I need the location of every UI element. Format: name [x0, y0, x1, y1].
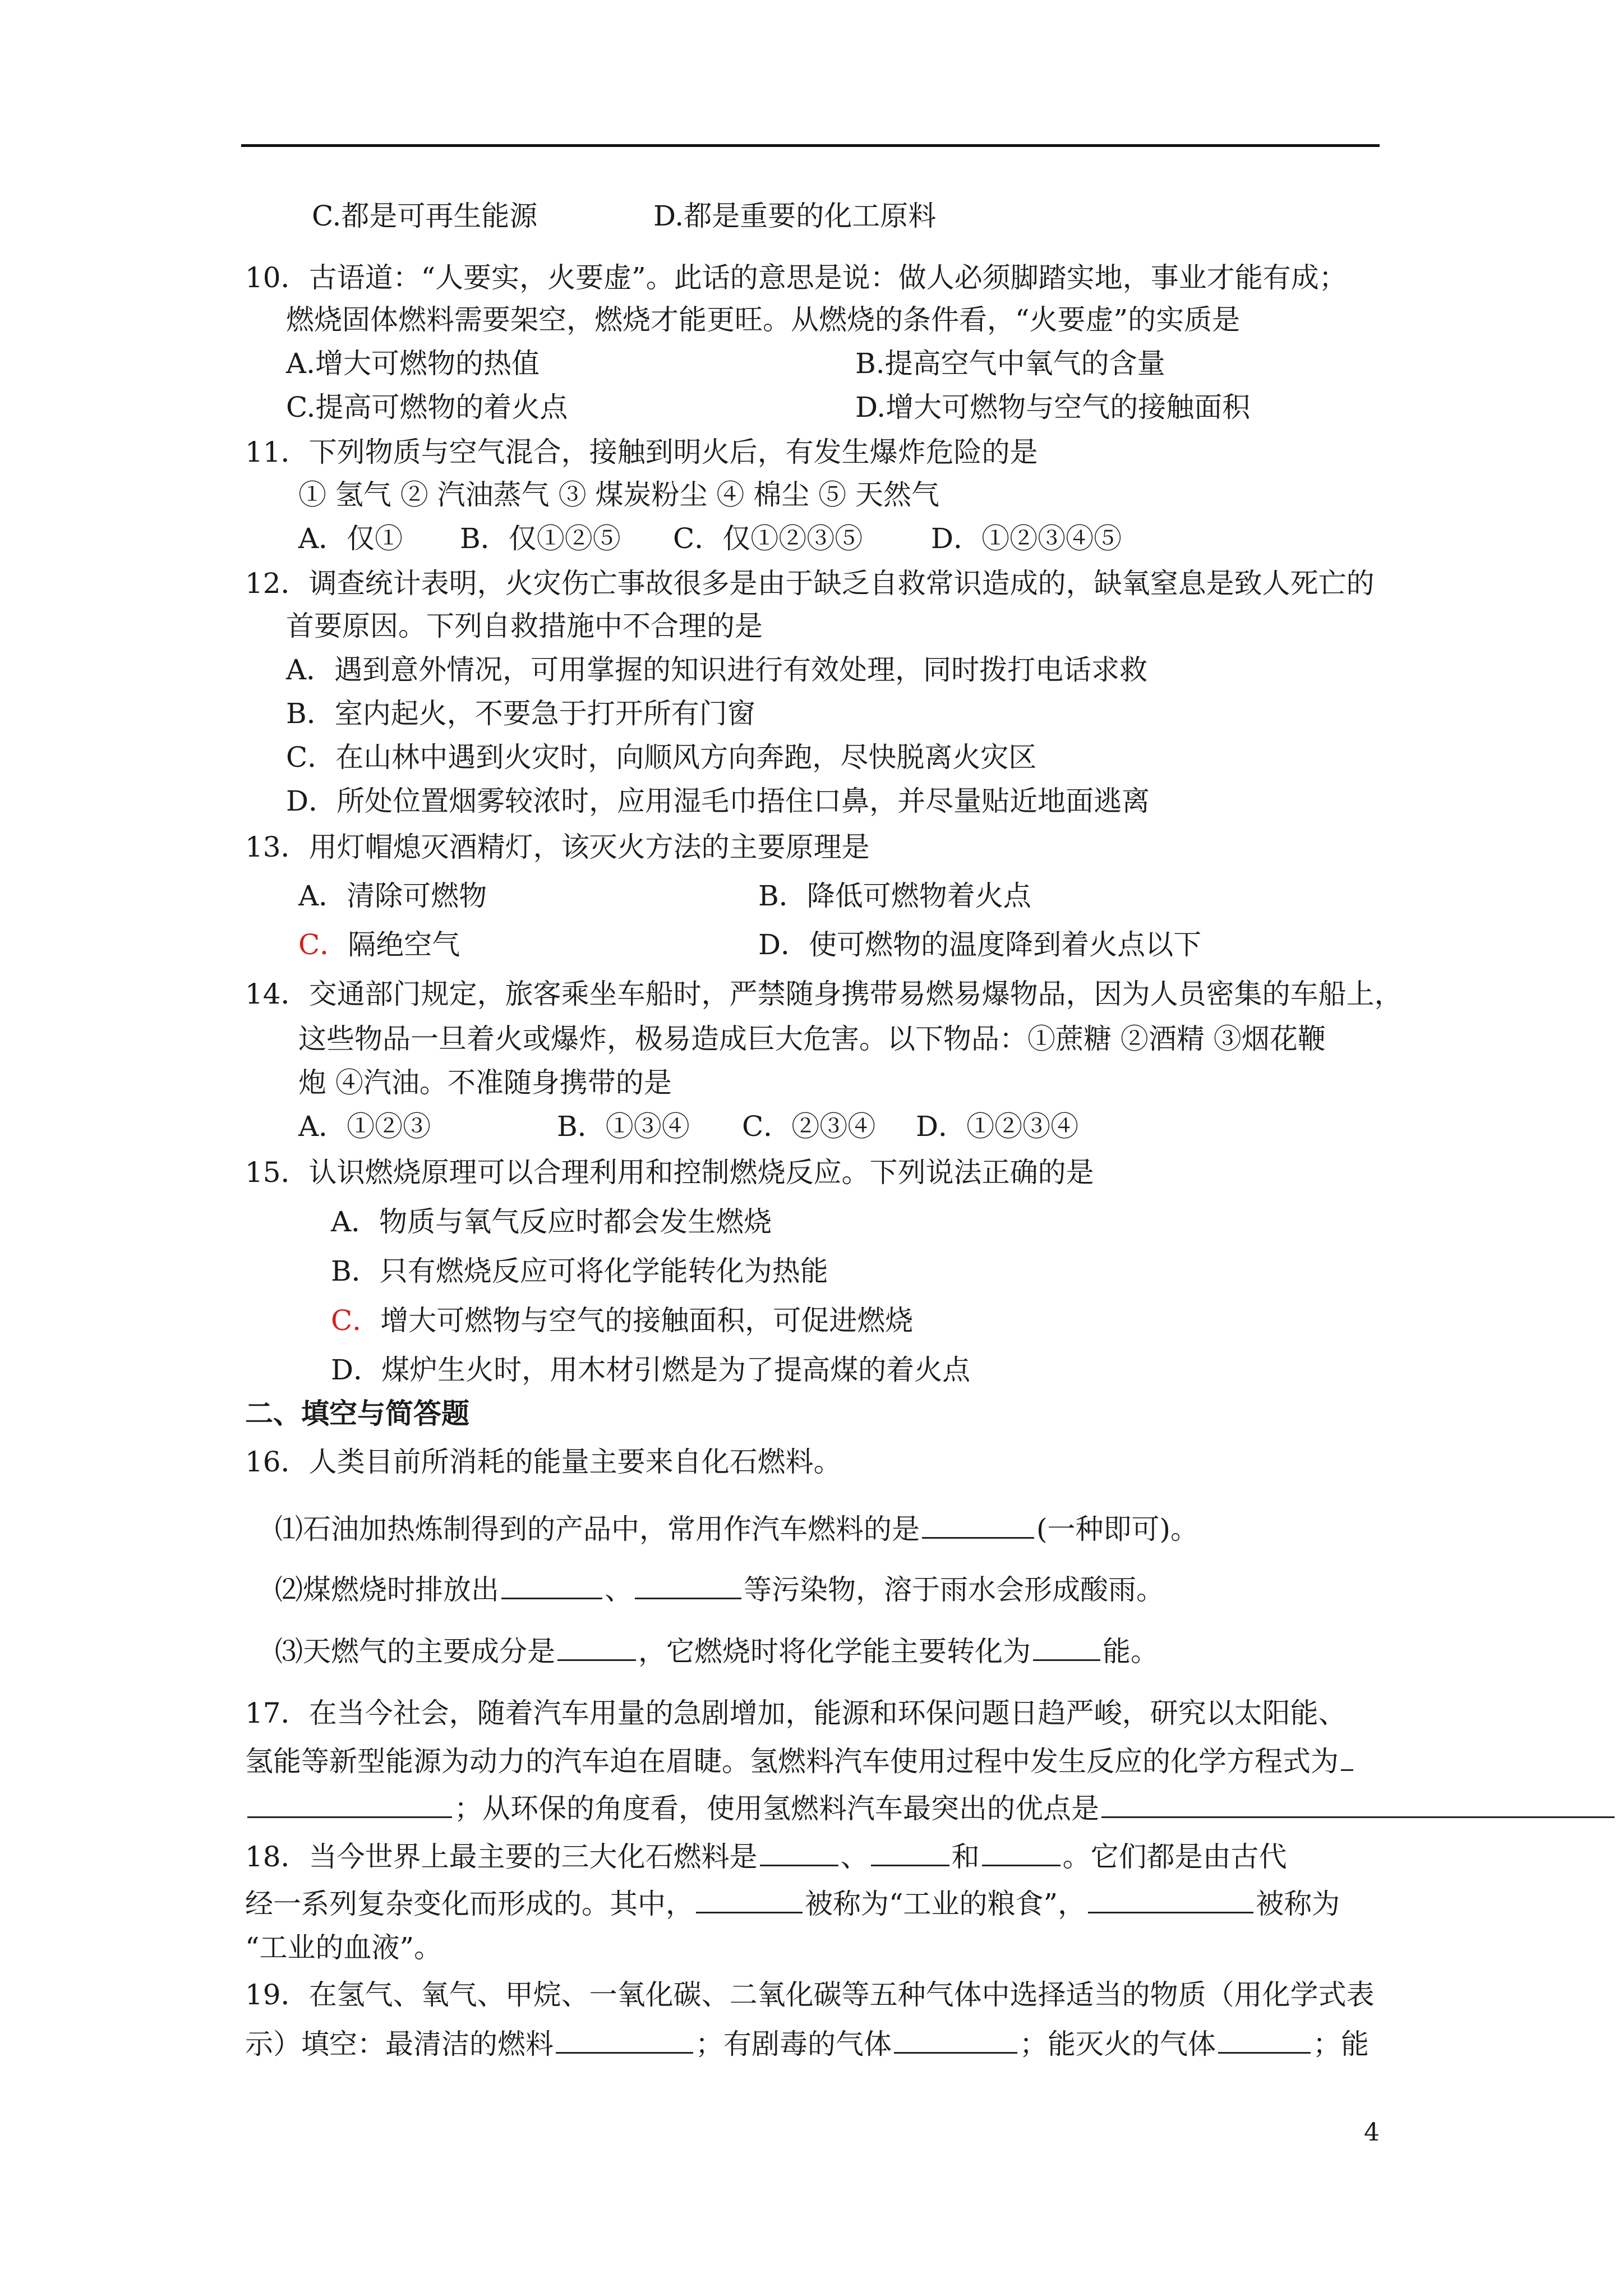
q17-line2-text: 氢能等新型能源为动力的汽车迫在眉睫。氢燃料汽车使用过程中发生反应的化学方程式为 [245, 1745, 1339, 1778]
q14-option-d: D．①②③④ [916, 1110, 1079, 1143]
q16-part1 [275, 1510, 1198, 1546]
q11-items: ① 氢气 ② 汽油蒸气 ③ 煤炭粉尘 ④ 棉尘 ⑤ 天然气 [298, 478, 940, 511]
q11-stem: 11．下列物质与空气混合，接触到明火后，有发生爆炸危险的是 [245, 436, 1038, 468]
q18-line2-text: 经一系列复杂变化而形成的。其中， [245, 1888, 694, 1920]
q10-option-a: A.增大可燃物的热值 [286, 347, 540, 380]
q15-option-c-text: 增大可燃物与空气的接触面积，可促进燃烧 [380, 1304, 914, 1337]
q18-line2 [245, 1885, 1340, 1921]
q15-option-c-letter: C． [331, 1304, 381, 1337]
header-rule [241, 144, 1380, 147]
q13-option-b: B．降低可燃物着火点 [758, 880, 1031, 912]
q16-part3-answer-blank-2[interactable] [1033, 1632, 1100, 1661]
q16-part2 [275, 1571, 1164, 1607]
q16-part2-text: ⑵煤燃烧时排放出 [275, 1573, 499, 1606]
q12-option-b: B．室内起火，不要急于打开所有门窗 [286, 697, 755, 730]
q14-option-c: C．②③④ [742, 1110, 876, 1143]
q14-stem-line3: 炮 ④汽油。不准随身携带的是 [298, 1066, 672, 1099]
q10-stem-line2: 燃烧固体燃料需要架空，燃烧才能更旺。从燃烧的条件看，“火要虚”的实质是 [286, 303, 1241, 336]
q18-grain-blank[interactable] [696, 1885, 803, 1913]
q17-line3-text: ；从环保的角度看，使用氢燃料汽车最突出的优点是 [454, 1792, 1099, 1825]
q10-option-c: C.提高可燃物的着火点 [286, 391, 568, 424]
q18-line2-suffix: 被称为 [1256, 1888, 1340, 1920]
q16-part2-answer-blank-2[interactable] [635, 1571, 741, 1599]
q18-line3: “工业的血液”。 [245, 1931, 442, 1964]
q17-advantage-blank[interactable] [1101, 1789, 1615, 1818]
q14-stem-line1: 14．交通部门规定，旅客乘坐车船时，严禁随身携带易燃易爆物品，因为人员密集的车船上， [245, 978, 1403, 1010]
q13-option-c [298, 928, 460, 961]
q19-cleanest-fuel-blank[interactable] [556, 2025, 693, 2054]
q18-and: 和 [951, 1841, 980, 1873]
q11-option-a: A．仅① [298, 522, 403, 555]
q11-option-c: C．仅①②③⑤ [673, 522, 863, 555]
q12-option-a: A．遇到意外情况，可用掌握的知识进行有效处理，同时拨打电话求救 [286, 654, 1148, 686]
q13-option-c-letter: C． [298, 928, 348, 961]
q9-option-d: D.都是重要的化工原料 [653, 200, 937, 232]
q17-equation-blank-start[interactable] [1341, 1742, 1353, 1771]
q18-blood-blank[interactable] [1088, 1885, 1253, 1913]
q14-stem-line2: 这些物品一旦着火或爆炸，极易造成巨大危害。以下物品：①蔗糖 ②酒精 ③烟花鞭 [298, 1023, 1326, 1055]
q13-option-d: D．使可燃物的温度降到着火点以下 [758, 928, 1202, 961]
q10-stem-line1: 10．古语道：“人要实，火要虚”。此话的意思是说：做人必须脚踏实地，事业才能有成； [245, 261, 1347, 294]
q18-line1-suffix: 。它们都是由古代 [1062, 1841, 1287, 1873]
q19-line2-suffix: ；能 [1313, 2028, 1369, 2060]
q16-part1-answer-blank[interactable] [922, 1510, 1034, 1539]
q14-option-a: A．①②③ [298, 1110, 431, 1143]
q19-line2-text: 示）填空：最清洁的燃料 [245, 2028, 554, 2060]
q17-equation-blank[interactable] [247, 1789, 452, 1818]
q15-stem: 15．认识燃烧原理可以合理利用和控制燃烧反应。下列说法正确的是 [245, 1156, 1094, 1189]
q16-part3-answer-blank-1[interactable] [557, 1632, 636, 1661]
q16-part3 [275, 1632, 1159, 1668]
q19-toxic-gas-blank[interactable] [894, 2025, 1017, 2054]
q17-line1: 17．在当今社会，随着汽车用量的急剧增加，能源和环保问题日趋严峻，研究以太阳能、 [245, 1697, 1347, 1729]
q15-option-d: D．煤炉生火时，用木材引燃是为了提高煤的着火点 [331, 1354, 971, 1386]
q19-extinguish-blank[interactable] [1218, 2025, 1311, 2054]
section-heading: 二、填空与简答题 [245, 1397, 469, 1430]
q10-option-d: D.增大可燃物与空气的接触面积 [855, 391, 1251, 424]
q18-line1-text: 18．当今世界上最主要的三大化石燃料是 [245, 1841, 758, 1873]
q10-option-b: B.提高空气中氧气的含量 [855, 347, 1165, 380]
page-number: 4 [1364, 2118, 1380, 2147]
q19-line2 [245, 2025, 1369, 2061]
q18-fuel-blank-1[interactable] [760, 1838, 838, 1866]
q18-fuel-blank-2[interactable] [871, 1838, 949, 1866]
q13-stem: 13．用灯帽熄灭酒精灯，该灭火方法的主要原理是 [245, 831, 870, 863]
q18-line1 [245, 1838, 1287, 1874]
q19-extinguish-label: ；能灭火的气体 [1020, 2028, 1216, 2060]
q16-part2-answer-blank-1[interactable] [501, 1571, 602, 1599]
q16-part3-middle: ，它燃烧时将化学能主要转化为 [638, 1635, 1031, 1668]
q16-part2-suffix: 等污染物，溶于雨水会形成酸雨。 [744, 1573, 1164, 1606]
q18-separator: 、 [840, 1841, 869, 1873]
q16-part1-suffix: (一种即可)。 [1036, 1513, 1199, 1545]
q16-part2-separator: 、 [605, 1573, 633, 1606]
q19-toxic-gas-label: ；有剧毒的气体 [695, 2028, 892, 2060]
q19-line1: 19．在氢气、氧气、甲烷、一氧化碳、二氧化碳等五种气体中选择适当的物质（用化学式表 [245, 1978, 1375, 2011]
q13-option-c-text: 隔绝空气 [348, 928, 460, 961]
q9-option-c: C.都是可再生能源 [312, 200, 538, 232]
q12-option-c: C．在山林中遇到火灾时，向顺风方向奔跑，尽快脱离火灾区 [286, 741, 1037, 774]
q17-line2 [245, 1742, 1355, 1778]
q16-part1-text: ⑴石油加热炼制得到的产品中，常用作汽车燃料的是 [275, 1513, 920, 1545]
q15-option-b: B．只有燃烧反应可将化学能转化为热能 [331, 1255, 828, 1287]
q13-option-a: A．清除可燃物 [298, 880, 487, 912]
q18-fuel-blank-3[interactable] [982, 1838, 1061, 1866]
q15-option-c [331, 1304, 913, 1337]
q12-option-d: D．所处位置烟雾较浓时，应用湿毛巾捂住口鼻，并尽量贴近地面逃离 [286, 785, 1150, 817]
q18-line2-middle: 被称为“工业的粮食”， [805, 1888, 1086, 1920]
q12-stem-line2: 首要原因。下列自救措施中不合理的是 [286, 610, 763, 642]
q16-part3-text: ⑶天燃气的主要成分是 [275, 1635, 555, 1668]
q14-option-b: B．①③④ [557, 1110, 690, 1143]
q11-option-b: B．仅①②⑤ [460, 522, 621, 555]
q16-stem: 16．人类目前所消耗的能量主要来自化石燃料。 [245, 1446, 842, 1478]
q12-stem-line1: 12．调查统计表明，火灾伤亡事故很多是由于缺乏自救常识造成的，缺氧窒息是致人死亡的 [245, 567, 1375, 600]
q15-option-a: A．物质与氧气反应时都会发生燃烧 [331, 1205, 772, 1238]
q16-part3-suffix: 能。 [1103, 1635, 1159, 1668]
q17-line3 [245, 1789, 1617, 1825]
q11-option-d: D．①②③④⑤ [931, 522, 1122, 555]
